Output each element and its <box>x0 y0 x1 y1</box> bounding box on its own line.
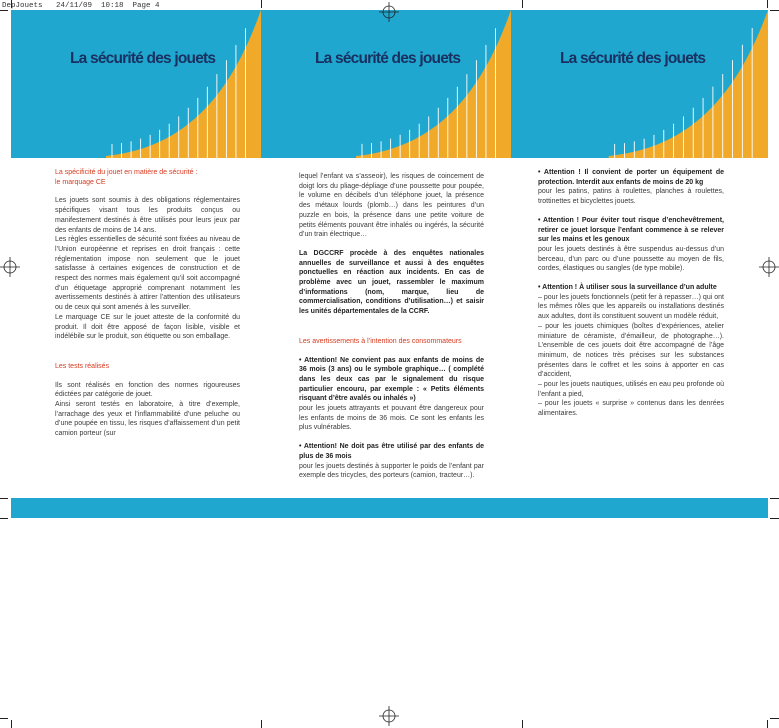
paragraph: pour les jouets destinés à être suspendus au-dessus d’un berceau, d’un parc ou d’une poussette au moyen de fils, cordes, élastiques ou sangles (de type mobile). <box>538 245 724 273</box>
crop-line <box>11 720 12 728</box>
list-item: – pour les jouets fonctionnels (petit fer à repasser…) qui ont les mêmes rôles que les appareils ou installations destinés aux adultes, dont ils constituent souvent un modèle réduit, <box>538 293 724 321</box>
footer-band <box>11 498 768 518</box>
crop-line <box>0 498 8 499</box>
column-3 <box>538 168 724 419</box>
heading-marquage-ce-line2: le marquage CE <box>55 178 106 186</box>
warning-over-36-months: • Attention! Ne doit pas être utilisé par des enfants de plus de 36 mois <box>299 443 484 460</box>
list-item: – pour les jouets chimiques (boîtes d’expériences, atelier miniature de céramiste, d’émailleur, de photographe…). L’ensemble de ces jouets doit être accompagné de l’âge minimum, de notices très précises sur les substances présentes dans le coffret et les soins à apporter en cas d’accident, <box>538 322 724 379</box>
warning-protection: • Attention ! Il convient de porter un équipement de protection. Interdit aux enfants de moins de 20 kg <box>538 169 724 186</box>
crop-line <box>767 0 768 8</box>
panel-title-2: La sécurité des jouets <box>315 50 461 67</box>
paragraph: pour les jouets attrayants et pouvant être dangereux pour les enfants de moins de 36 mois. Ce sont les enfants les plus vulnérables. <box>299 405 484 432</box>
crop-line <box>767 720 768 728</box>
crop-line <box>770 498 779 499</box>
registration-mark <box>759 257 779 277</box>
decorative-curves <box>11 10 768 158</box>
paragraph: lequel l’enfant va s’asseoir), les risques de coincement de doigt lors du pliage-dépliage d’une poussette pour poupée, le volume en décibels d’un téléphone jouet, la présence des métaux lourds (plomb…) dans les peintures d’un puzzle en bois, la présence dans une petite voiture de petits éléments pouvant être inhalés ou ingérés, la sécurité d’un train électrique… <box>299 173 484 239</box>
header-band <box>11 10 768 158</box>
crop-line <box>261 720 262 728</box>
curve-shape-1 <box>106 10 261 158</box>
paragraph: Les jouets sont soumis à des obligations réglementaires spécifiques visant tous les produits conçus ou manifestement destinés à être utilisés pour leurs jeux par des enfants de moins de 14 ans. <box>55 197 240 234</box>
crop-line <box>770 518 779 519</box>
paragraph: Ils sont réalisés en fonction des normes rigoureuses édictées par catégorie de jouet. <box>55 381 240 399</box>
registration-mark <box>379 2 399 22</box>
column-1 <box>55 168 240 439</box>
paragraph: Le marquage CE sur le jouet atteste de la conformité du produit. Il doit être apposé de façon lisible, visible et indélébile sur le produit, son étiquette ou son emballage. <box>55 313 240 341</box>
registration-mark <box>0 257 20 277</box>
dgccrf-paragraph: La DGCCRF procède à des enquêtes nationales annuelles de surveillance et aussi à des enquêtes ponctuelles en réaction aux incidents. En cas de problème avec un jouet, rassembler le maximum d’informations (nom, marque, lieu de commercialisation, conditions d’utilisation…) et saisir les unités départementales de la CCRF. <box>299 249 484 316</box>
paragraph: pour les jouets destinés à supporter le poids de l’enfant par exemple des tricycles, des porteurs (camion, tracteur…). <box>299 462 484 480</box>
registration-mark <box>379 706 399 726</box>
crop-line <box>0 718 8 719</box>
curve-shape-3 <box>609 10 768 158</box>
list-item: – pour les jouets « surprise » contenus dans les denrées alimentaires. <box>538 400 724 418</box>
crop-line <box>770 718 779 719</box>
paragraph: Ainsi seront testés en laboratoire, à titre d’exemple, l’arrachage des yeux et l’inflammabilité d’une peluche ou d’une poupée en tissu, les risques d’affaissement d’un petit camion porteur (sur <box>55 401 240 438</box>
crop-line <box>0 518 8 519</box>
warning-entanglement: • Attention ! Pour éviter tout risque d’enchevêtrement, retirer ce jouet lorsque l’enfant commence à se relever sur les mains et les genoux <box>538 216 724 244</box>
column-2 <box>299 172 484 481</box>
crop-line <box>522 720 523 728</box>
list-item: – pour les jouets nautiques, utilisés en eau peu profonde où l’enfant a pied, <box>538 381 724 398</box>
heading-marquage-ce-line1: La spécificité du jouet en matière de sécurité : <box>55 169 198 176</box>
warning-36-months: • Attention! Ne convient pas aux enfants de moins de 36 mois (3 ans) ou le symbole graphique… ( complété dans les deux cas par le signalement du risque particulier encouru, par exemple : « Petits éléments risquant d’être avalés ou inhalés ») <box>299 356 484 403</box>
paragraph: Les règles essentielles de sécurité sont fixées au niveau de l’Union européenne et reprises en droit français : cette réglementation impose non seulement que le jouet satisfasse à certaines exigences de construction et de respect des normes mais également qu’il soit accompagné d’un étiquetage approprié comprenant notamment les avertissements destinés à attirer l’attention des utilisateurs ou de ceux qui sont amenés à les surveiller. <box>55 236 240 312</box>
curve-shape-2 <box>356 10 511 158</box>
paragraph: pour les patins, patins à roulettes, planches à roulettes, trottinettes et bicyclettes jouets. <box>538 188 724 206</box>
heading-avertissements: Les avertissements à l’intention des consommateurs <box>299 337 462 345</box>
panel-title-1: La sécurité des jouets <box>70 50 216 67</box>
crop-line <box>261 0 262 8</box>
warning-adult-supervision: • Attention ! À utiliser sous la surveillance d’un adulte <box>538 284 717 292</box>
crop-line <box>11 0 12 8</box>
crop-line <box>522 0 523 8</box>
crop-line <box>770 10 779 11</box>
heading-tests: Les tests réalisés <box>55 362 110 370</box>
panel-title-3: La sécurité des jouets <box>560 50 706 67</box>
print-slug: DepJouets 24/11/09 10:18 Page 4 <box>2 2 160 10</box>
crop-line <box>0 10 8 11</box>
